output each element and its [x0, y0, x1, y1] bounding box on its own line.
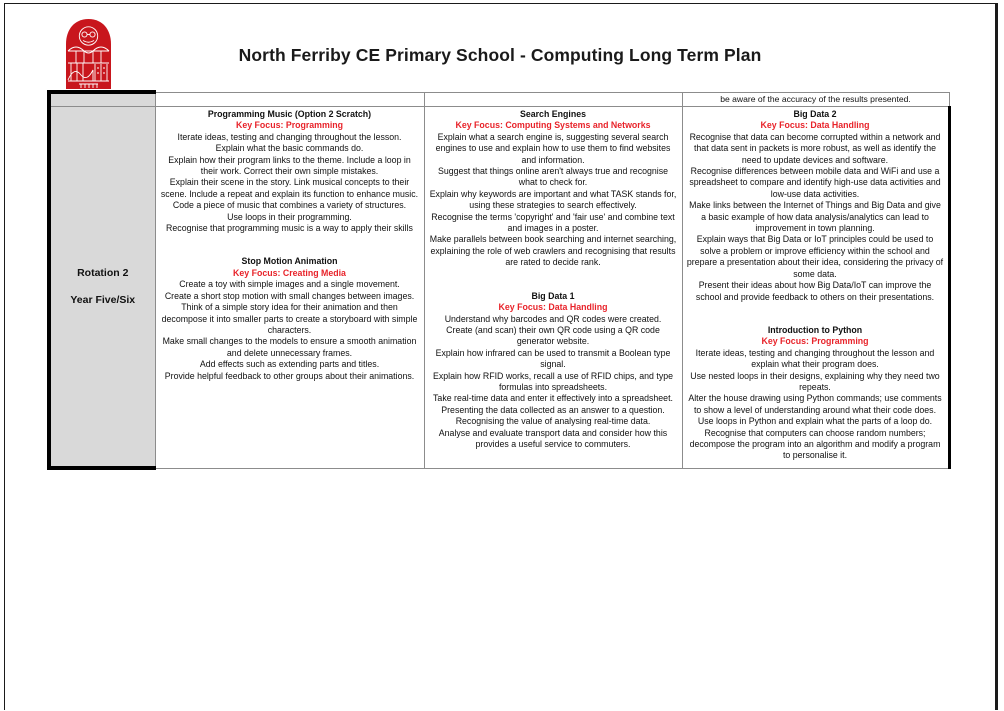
block-spacer	[429, 269, 678, 291]
unit-key-focus: Key Focus: Data Handling	[760, 120, 870, 131]
unit-line: Recognise differences between mobile data and WiFi and use a spreadsheet to compare and identify high-use data activities and low-use data activities.	[689, 166, 941, 199]
long-term-plan-table	[47, 90, 951, 470]
spill-label-cell	[49, 92, 155, 107]
unit-line: Understand why barcodes and QR codes were created.	[444, 313, 662, 324]
unit-line: Make parallels between book searching and internet searching, explaining the role of web crawlers and recognising that results are rated to decide rank.	[429, 234, 677, 268]
unit-line: Create a toy with simple images and a single movement.	[179, 279, 400, 290]
unit-key-focus: Key Focus: Programming	[235, 120, 344, 131]
unit-line: Recognise the terms 'copyright' and 'fair use' and combine text and images in a poster.	[431, 211, 675, 234]
unit-line: Iterate ideas, testing and changing throughout the lesson and explain what their program does.	[695, 347, 935, 370]
row-label-line-2: Year Five/Six	[70, 293, 136, 306]
unit-line: Provide helpful feedback to other groups about their animations.	[164, 370, 415, 381]
table-row-rotation-2	[49, 107, 949, 469]
unit-line: Make small changes to the models to ensure a smooth animation and delete unnecessary frames.	[162, 336, 417, 358]
unit-line: Presenting the data collected as an answer to a question.	[441, 404, 665, 415]
unit-line: Alter the house drawing using Python commands; use comments to show a level of understanding around what their code does.	[688, 393, 942, 415]
unit-title: Introduction to Python	[767, 324, 863, 335]
unit-line: Add effects such as extending parts and titles.	[199, 359, 380, 370]
page-frame	[4, 3, 998, 710]
unit-line: Explain how RFID works, recall a use of RFID chips, and type formulas into spreadsheets.	[432, 370, 674, 392]
unit-line: Recognise that data can become corrupted within a network and that data sent in packets is more robust, as well as identify the need to update devices and software.	[689, 131, 941, 165]
unit-line: Create (and scan) their own QR code using a QR code generator website.	[446, 324, 660, 347]
unit-line: Use loops in their programming.	[227, 211, 352, 222]
unit-line: Iterate ideas, testing and changing throughout the lesson.	[177, 131, 402, 142]
unit-title: Search Engines	[519, 109, 586, 119]
row-label-rotation-2	[49, 107, 155, 469]
row-label-spacer	[51, 280, 155, 294]
unit-line: Explain how infrared can be used to transmit a Boolean type signal.	[435, 347, 671, 370]
spill-text: be aware of the accuracy of the results presented.	[720, 93, 911, 104]
unit-line: Analyse and evaluate transport data and consider how this provides a useful service to commuters.	[438, 427, 668, 449]
unit-line: Think of a simple story idea for their animation and then decompose it into smaller parts to create a storyboard with simple characters.	[161, 302, 418, 335]
unit-key-focus: Key Focus: Computing Systems and Networks	[455, 120, 651, 131]
unit-line: Make links between the Internet of Things and Big Data and give a basic example of how data analysis/analytics can lead to improvement in town planning.	[689, 200, 941, 234]
unit-line: Explain what a search engine is, suggesting several search engines to use and explain how to use them to find websites and information.	[435, 131, 671, 165]
cell-column-2	[424, 107, 682, 469]
block-spacer	[160, 234, 420, 256]
unit-line: Recognising the value of analysing real-time data.	[455, 416, 651, 427]
unit-line: Recognise that computers can choose random numbers; decompose the program into an algorithm and modify a program to personalise it.	[689, 427, 941, 461]
unit-line: Suggest that things online aren't always true and recognise what to check for.	[437, 166, 669, 188]
spill-cell-col3	[682, 92, 949, 107]
unit-line: Use nested loops in their designs, explaining why they need two repeats.	[690, 370, 940, 392]
unit-title: Programming Music (Option 2 Scratch)	[207, 109, 372, 119]
row-label-line-1: Rotation 2	[77, 266, 129, 279]
unit-line: Recognise that programming music is a way to apply their skills	[166, 223, 413, 234]
cell-column-1	[155, 107, 424, 469]
block-spacer	[687, 303, 944, 325]
unit-line: Explain ways that Big Data or IoT principles could be used to solve a problem or improve efficiency within the school and prepare a presentation about their idea, considering the privacy of some data.	[686, 234, 944, 279]
spill-cell-col2	[424, 92, 682, 107]
unit-key-focus: Key Focus: Programming	[761, 336, 869, 347]
unit-title: Stop Motion Animation	[241, 256, 338, 267]
unit-title: Big Data 2	[793, 109, 837, 119]
unit-line: Explain how their program links to the theme. Include a loop in their work. Correct their own simple mistakes.	[168, 154, 411, 177]
unit-line: Code a piece of music that combines a variety of structures.	[172, 200, 407, 211]
unit-line: Use loops in Python and explain what the parts of a loop do.	[697, 416, 933, 427]
unit-line: Present their ideas about how Big Data/IoT can improve the school and provide feedback to others on their presentations.	[695, 280, 935, 302]
unit-line: Take real-time data and enter it effectively into a spreadsheet.	[433, 393, 673, 404]
unit-key-focus: Key Focus: Creating Media	[233, 267, 346, 278]
table-row-spill	[49, 92, 949, 107]
unit-key-focus: Key Focus: Data Handling	[498, 302, 608, 313]
cell-column-3	[682, 107, 949, 469]
page-title: North Ferriby CE Primary School - Computing Long Term Plan	[238, 45, 762, 65]
spill-cell-col1	[155, 92, 424, 107]
document-header	[5, 4, 995, 89]
unit-line: Create a short stop motion with small changes between images.	[164, 290, 415, 301]
unit-line: Explain why keywords are important and what TASK stands for, using these strategies to search effectively.	[429, 188, 677, 211]
unit-title: Big Data 1	[531, 290, 575, 301]
unit-line: Explain what the basic commands do.	[215, 143, 364, 154]
unit-line: Explain their scene in the story. Link musical concepts to their scene. Include a repeat and explain its function to enhance music.	[160, 177, 419, 199]
